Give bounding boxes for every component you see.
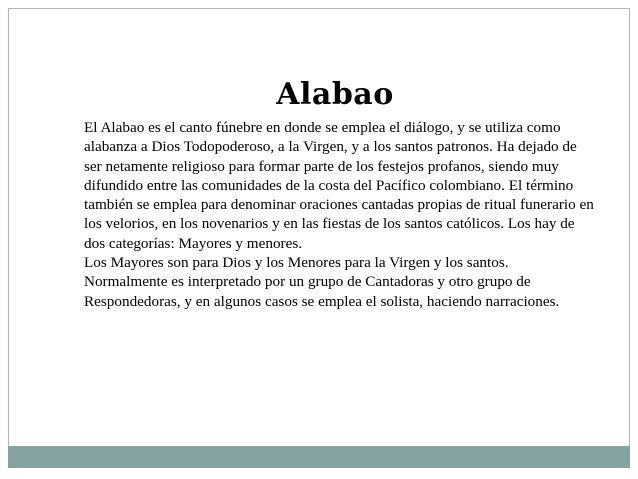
body-paragraph-2: Los Mayores son para Dios y los Menores para la Virgen y los santos. Normalmente es interpretado por un grupo de Cantadoras y otro grupo de Respondedoras, y en algunos casos se emplea el solista, haciendo narraciones. — [84, 254, 560, 310]
slide-body — [84, 118, 594, 311]
body-paragraph-1: El Alabao es el canto fúnebre en donde se emplea el diálogo, y se utiliza como alabanza a Dios Todopoderoso, a la Virgen, y a los santos patronos. Ha dejado de ser netamente religioso para formar parte de los festejos profanos, siendo muy difundido entre las comunidades de la costa del Pacífico colombiano. El término también se emplea para denominar oraciones cantadas propias de ritual funerario en los velorios, en los novenarios y en las fiestas de los santos católicos. Los hay de dos categorías: Mayores y menores. — [84, 119, 594, 252]
slide-title: Alabao — [276, 77, 394, 112]
bottom-bar — [8, 446, 630, 468]
